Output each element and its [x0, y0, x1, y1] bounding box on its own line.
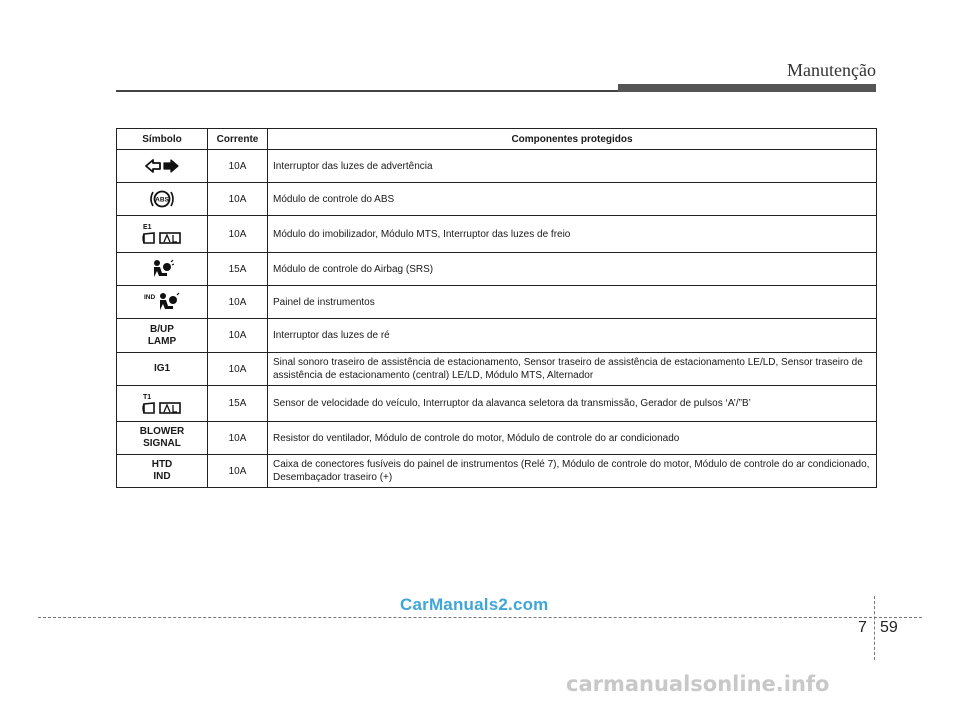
header-rule-accent [618, 84, 876, 92]
components-cell: Sinal sonoro traseiro de assistência de estacionamento, Sensor traseiro de assistência de estacionamento LE/LD, Sensor traseiro de assistência de estacionamento (central) LE/LD, Módulo MTS, Alternador [268, 353, 877, 386]
components-cell: Módulo do imobilizador, Módulo MTS, Interruptor das luzes de freio [268, 216, 877, 253]
watermark-carmanuals2[interactable]: CarManuals2.com [400, 595, 549, 614]
current-cell: 10A [208, 455, 268, 488]
components-cell: Caixa de conectores fusíveis do painel de instrumentos (Relé 7), Módulo de controle do motor, Módulo de controle do ar condicionado, Desembaçador traseiro (+) [268, 455, 877, 488]
fuse-e1-icon [140, 221, 184, 247]
symbol-label: B/UP LAMP [147, 323, 177, 347]
current-cell: 10A [208, 319, 268, 353]
t1-icon-label: T1 [143, 393, 152, 401]
symbol-cell [117, 286, 208, 319]
table-header-row [117, 129, 877, 150]
airbag-icon [150, 259, 174, 279]
table-row [117, 216, 877, 253]
column-header-symbol: Símbolo [117, 129, 208, 150]
components-cell: Interruptor das luzes de ré [268, 319, 877, 353]
footer-rule [38, 617, 922, 618]
section-title: Manutenção [787, 60, 876, 80]
column-header-current: Corrente [208, 129, 268, 150]
ind-icon-label: IND [144, 294, 156, 301]
fuse-t1-icon [140, 391, 184, 417]
current-cell: 15A [208, 253, 268, 286]
symbol-label: HTD IND [151, 459, 173, 482]
current-cell: 10A [208, 183, 268, 216]
components-cell: Resistor do ventilador, Módulo de controle do motor, Módulo de controle do ar condicionado [268, 422, 877, 455]
symbol-label: IG1 [153, 363, 171, 374]
current-cell: 10A [208, 422, 268, 455]
components-cell: Sensor de velocidade do veículo, Interruptor da alavanca seletora da transmissão, Gerador de pulsos ‘A’/”B’ [268, 386, 877, 422]
components-cell: Painel de instrumentos [268, 286, 877, 319]
symbol-cell [117, 216, 208, 253]
table-row [117, 286, 877, 319]
table-row [117, 183, 877, 216]
symbol-cell [117, 422, 208, 455]
airbag-ind-icon [144, 292, 180, 312]
abs-icon [148, 189, 176, 209]
table-row [117, 455, 877, 488]
table-row [117, 253, 877, 286]
components-cell: Interruptor das luzes de advertência [268, 150, 877, 183]
current-cell: 10A [208, 150, 268, 183]
fuse-table [116, 128, 877, 488]
current-cell: 15A [208, 386, 268, 422]
symbol-cell [117, 455, 208, 488]
table-row [117, 422, 877, 455]
page-number: 59 [880, 619, 898, 636]
e1-icon-label: E1 [143, 224, 152, 231]
symbol-cell [117, 386, 208, 422]
abs-icon-label: ABS [155, 196, 169, 204]
table-row [117, 150, 877, 183]
table-row [117, 353, 877, 386]
chapter-number: 7 [858, 619, 867, 636]
header-rule [116, 90, 618, 92]
components-cell: Módulo de controle do ABS [268, 183, 877, 216]
current-cell: 10A [208, 286, 268, 319]
footer-divider [874, 596, 875, 660]
column-header-components: Componentes protegidos [268, 129, 877, 150]
watermark-carmanualsonline: carmanualsonline.info [566, 672, 830, 696]
symbol-cell [117, 353, 208, 386]
symbol-cell [117, 253, 208, 286]
symbol-cell [117, 150, 208, 183]
current-cell: 10A [208, 353, 268, 386]
table-row [117, 386, 877, 422]
symbol-cell [117, 183, 208, 216]
current-cell: 10A [208, 216, 268, 253]
symbol-label: BLOWER SIGNAL [139, 426, 185, 449]
symbol-cell [117, 319, 208, 353]
hazard-arrows-icon [145, 159, 179, 173]
components-cell: Módulo de controle do Airbag (SRS) [268, 253, 877, 286]
table-row [117, 319, 877, 353]
